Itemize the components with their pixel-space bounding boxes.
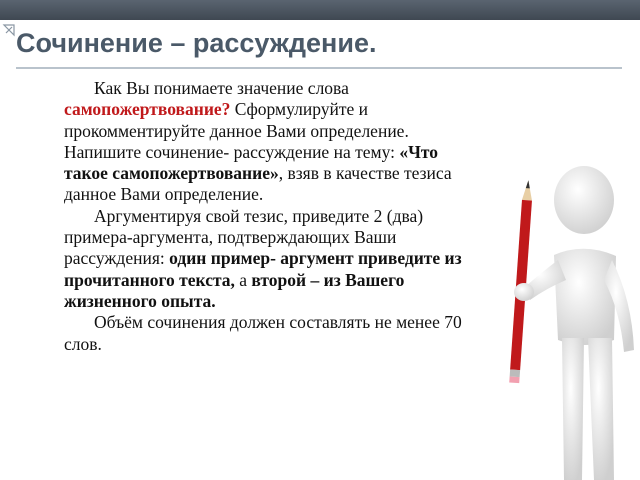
p2-text-b: а [234,269,252,290]
paragraph-2 [64,206,484,312]
p2-text-a: Аргументируя свой тезис, приведите 2 (два) примера-аргумента, подтверждающих Ваши рассуждения: [64,205,424,269]
assignment-text [64,78,484,355]
p3-text: Объём сочинения должен составлять не менее 70 слов. [64,312,462,354]
top-bar [0,0,640,20]
essay-topic: «Что такое самопожертвование» [64,141,439,184]
corner-arrow-icon [2,23,16,37]
p2-bold-1: один пример- аргумент приведите из прочитанного текста, [64,248,462,290]
p1-text-b: Сформулируйте и прокомментируйте данное Вами определение. Напишите сочинение- рассуждение на тему: [64,99,409,162]
p1-text-c: , взяв в качестве тезиса данное Вами определение. [64,163,452,205]
person-with-pencil-icon [492,150,640,480]
term-highlight: самопожертвование? [64,99,231,120]
paragraph-3 [64,312,484,355]
p1-text-a: Как Вы понимаете значение слова [94,78,349,98]
p2-bold-2: второй – из Вашего жизненного опыта. [64,269,405,311]
title-divider [16,67,622,69]
paragraph-1 [64,78,484,206]
slide-title: Сочинение – рассуждение. [16,28,377,58]
